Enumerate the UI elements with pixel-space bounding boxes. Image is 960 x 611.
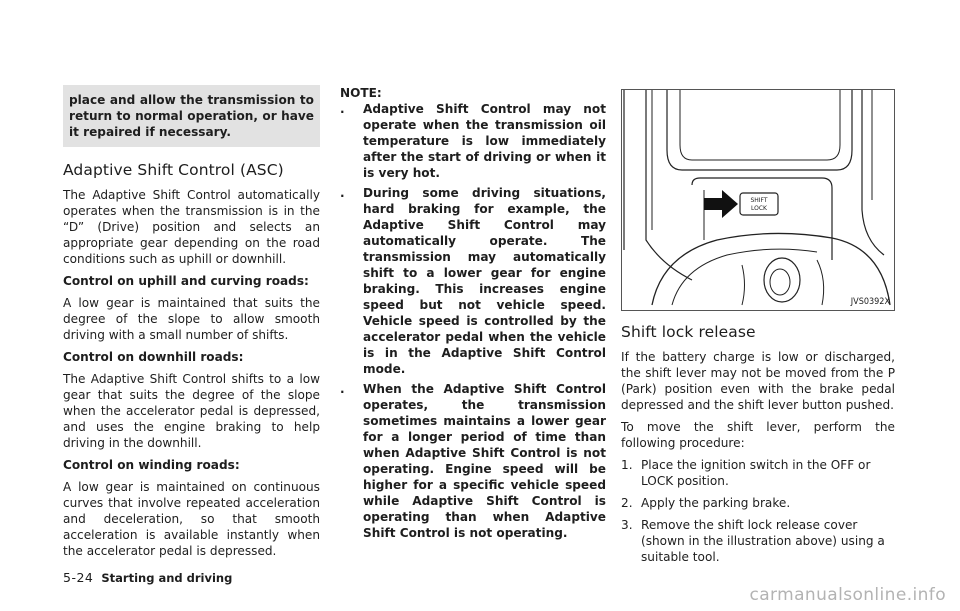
note-item — [340, 185, 606, 377]
shift-lock-para1: If the battery charge is low or discharged, the shift lever may not be moved from the P (Park) position even with the brake pedal depressed and the shift lever button pushed. — [621, 350, 895, 412]
step-number: 2. — [621, 496, 633, 510]
note-list — [340, 101, 606, 541]
step-number: 3. — [621, 518, 633, 532]
step-number: 1. — [621, 458, 633, 472]
asc-heading: Adaptive Shift Control (ASC) — [63, 161, 284, 179]
step-list — [621, 457, 895, 565]
shift-lock-para2: To move the shift lever, perform the following procedure: — [621, 420, 895, 450]
shift-lock-heading: Shift lock release — [621, 323, 756, 341]
console-outline — [770, 269, 790, 295]
note-item-text: Adaptive Shift Control may not operate when the transmission oil temperature is low immediately after the start of driving or when it is very hot. — [363, 102, 606, 180]
column-left — [63, 160, 320, 559]
illustration-code: JVS0392X — [850, 297, 890, 307]
uphill-text: A low gear is maintained that suits the degree of the slope to allow smooth driving with a small number of shifts. — [63, 296, 320, 342]
step-item — [621, 517, 895, 565]
note-label: NOTE: — [340, 86, 382, 100]
step-item — [621, 457, 895, 489]
asc-intro: The Adaptive Shift Control automatically operates when the transmission is in the “D” (Drive) position and selects an appropriate gear depending on the road conditions such as uphill or downhill. — [63, 188, 320, 266]
chapter-title: Starting and driving — [101, 571, 233, 585]
note-item-text: When the Adaptive Shift Control operates, the transmission sometimes maintains a lower gear for a longer period of time than when Adaptive Shift Control is not operating. Engine speed will be higher for a specific vehicle speed while Adaptive Shift Control is operating than when Adaptive Shift Control is not operating. — [363, 382, 606, 540]
console-outline — [817, 260, 824, 305]
cover-label: SHIFT — [750, 197, 768, 204]
arrow-icon — [704, 190, 738, 218]
console-outline — [680, 90, 840, 160]
downhill-text: The Adaptive Shift Control shifts to a low gear that suits the degree of the slope when the accelerator pedal is depressed, and uses the engine braking to help driving in the downhill. — [63, 372, 320, 450]
note-item-text: During some driving situations, hard braking for example, the Adaptive Shift Control may automatically operate. The transmission may automatically shift to a lower gear for engine braking. This increases engine speed but not vehicle speed. Vehicle speed is controlled by the accelerator pedal when the vehicle is in the Adaptive Shift Control mode. — [363, 186, 606, 376]
downhill-label: Control on downhill roads: — [63, 350, 244, 364]
console-outline — [692, 178, 832, 260]
caution-text: place and allow the transmission to return to normal operation, or have it repaired if necessary. — [69, 93, 314, 139]
column-right — [621, 322, 895, 565]
caution-box — [63, 85, 320, 147]
winding-label: Control on winding roads: — [63, 458, 240, 472]
step-text: Apply the parking brake. — [641, 496, 791, 510]
shift-lock-illustration — [621, 89, 895, 311]
console-drawing — [622, 90, 894, 310]
console-outline — [764, 258, 800, 302]
uphill-label: Control on uphill and curving roads: — [63, 274, 309, 288]
watermark[interactable]: carmanualsonline.info — [749, 585, 946, 605]
bullet-marker: . — [340, 382, 345, 396]
page-number: 5-24 — [63, 570, 94, 585]
step-text: Remove the shift lock release cover (shown in the illustration above) using a suitable tool. — [641, 518, 885, 564]
console-outline — [742, 265, 745, 305]
page-footer — [63, 570, 232, 586]
console-outline — [667, 90, 852, 170]
console-outline — [646, 90, 692, 280]
bullet-marker: . — [340, 186, 345, 200]
cover-label: LOCK — [751, 205, 767, 212]
shift-lever-knob — [652, 233, 890, 305]
note-item — [340, 381, 606, 541]
step-item — [621, 495, 895, 511]
winding-text: A low gear is maintained on continuous curves that involve repeated acceleration and deceleration, so that smooth acceleration is available instantly when the accelerator pedal is depressed. — [63, 480, 320, 558]
note-item — [340, 101, 606, 181]
step-text: Place the ignition switch in the OFF or LOCK position. — [641, 458, 871, 488]
bullet-marker: . — [340, 102, 345, 116]
console-outline — [862, 90, 884, 255]
column-middle — [340, 85, 606, 541]
